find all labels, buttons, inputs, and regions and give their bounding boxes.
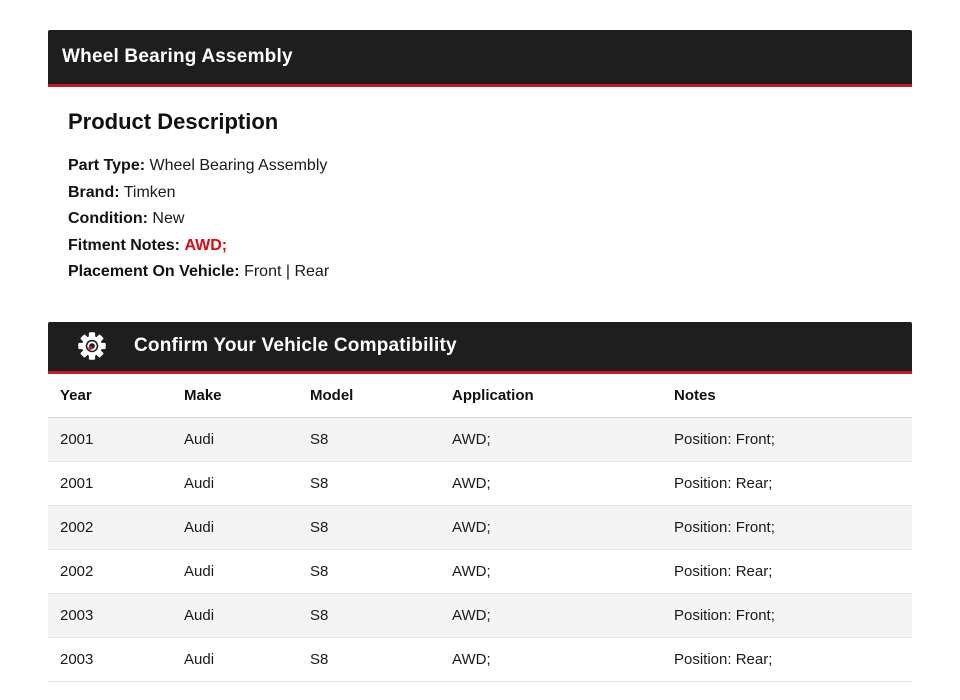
cell-make: Audi: [172, 417, 298, 461]
compatibility-title-bar: [48, 322, 912, 374]
cell-model: S8: [298, 593, 440, 637]
cell-year: 2003: [48, 593, 172, 637]
field-part-type-value: Wheel Bearing Assembly: [149, 157, 328, 174]
column-header-notes: Notes: [662, 374, 912, 418]
cell-notes: Position: Rear;: [662, 461, 912, 505]
cell-year: 2002: [48, 505, 172, 549]
column-header-application: Application: [440, 374, 662, 418]
cell-year: 2001: [48, 417, 172, 461]
table-header-row: [48, 374, 912, 418]
cell-model: S8: [298, 549, 440, 593]
description-fields: [68, 153, 912, 286]
field-part-type: [68, 153, 912, 180]
column-header-year: Year: [48, 374, 172, 418]
cell-make: Audi: [172, 593, 298, 637]
cell-application: AWD;: [440, 417, 662, 461]
cell-make: Audi: [172, 505, 298, 549]
field-placement: [68, 259, 912, 286]
cell-notes: Position: Front;: [662, 593, 912, 637]
column-header-make: Make: [172, 374, 298, 418]
product-title: Wheel Bearing Assembly: [62, 46, 293, 67]
field-condition-value: New: [152, 210, 185, 227]
field-brand-label: Brand:: [68, 183, 120, 201]
cell-application: AWD;: [440, 505, 662, 549]
field-fitment-notes-label: Fitment Notes:: [68, 236, 180, 254]
cell-make: Audi: [172, 637, 298, 681]
table-row: [48, 593, 912, 637]
compatibility-title: Confirm Your Vehicle Compatibility: [134, 335, 457, 356]
description-heading: Product Description: [68, 109, 279, 134]
field-brand-value: Timken: [123, 183, 176, 201]
cell-model: S8: [298, 417, 440, 461]
cell-application: AWD;: [440, 637, 662, 681]
field-condition: [68, 206, 912, 233]
product-title-bar: [48, 30, 912, 87]
field-part-type-label: Part Type:: [68, 157, 146, 174]
gear-icon: [72, 326, 112, 366]
cell-year: 2001: [48, 461, 172, 505]
cell-application: AWD;: [440, 549, 662, 593]
cell-notes: Position: Rear;: [662, 637, 912, 681]
cell-application: AWD;: [440, 593, 662, 637]
cell-application: AWD;: [440, 461, 662, 505]
cell-notes: Position: Rear;: [662, 549, 912, 593]
cell-model: S8: [298, 637, 440, 681]
field-fitment-notes: [68, 233, 912, 260]
cell-notes: Position: Front;: [662, 417, 912, 461]
cell-make: Audi: [172, 549, 298, 593]
compatibility-table: [48, 374, 912, 682]
field-fitment-notes-value: AWD;: [184, 236, 228, 254]
column-header-model: Model: [298, 374, 440, 418]
field-brand: [68, 180, 912, 207]
cell-year: 2002: [48, 549, 172, 593]
table-row: [48, 505, 912, 549]
cell-model: S8: [298, 461, 440, 505]
field-placement-value: Front | Rear: [244, 263, 330, 280]
table-row: [48, 417, 912, 461]
cell-make: Audi: [172, 461, 298, 505]
table-row: [48, 637, 912, 681]
cell-model: S8: [298, 505, 440, 549]
table-row: [48, 549, 912, 593]
cell-year: 2003: [48, 637, 172, 681]
cell-notes: Position: Front;: [662, 505, 912, 549]
field-placement-label: Placement On Vehicle:: [68, 263, 240, 280]
table-row: [48, 461, 912, 505]
field-condition-label: Condition:: [68, 210, 148, 227]
